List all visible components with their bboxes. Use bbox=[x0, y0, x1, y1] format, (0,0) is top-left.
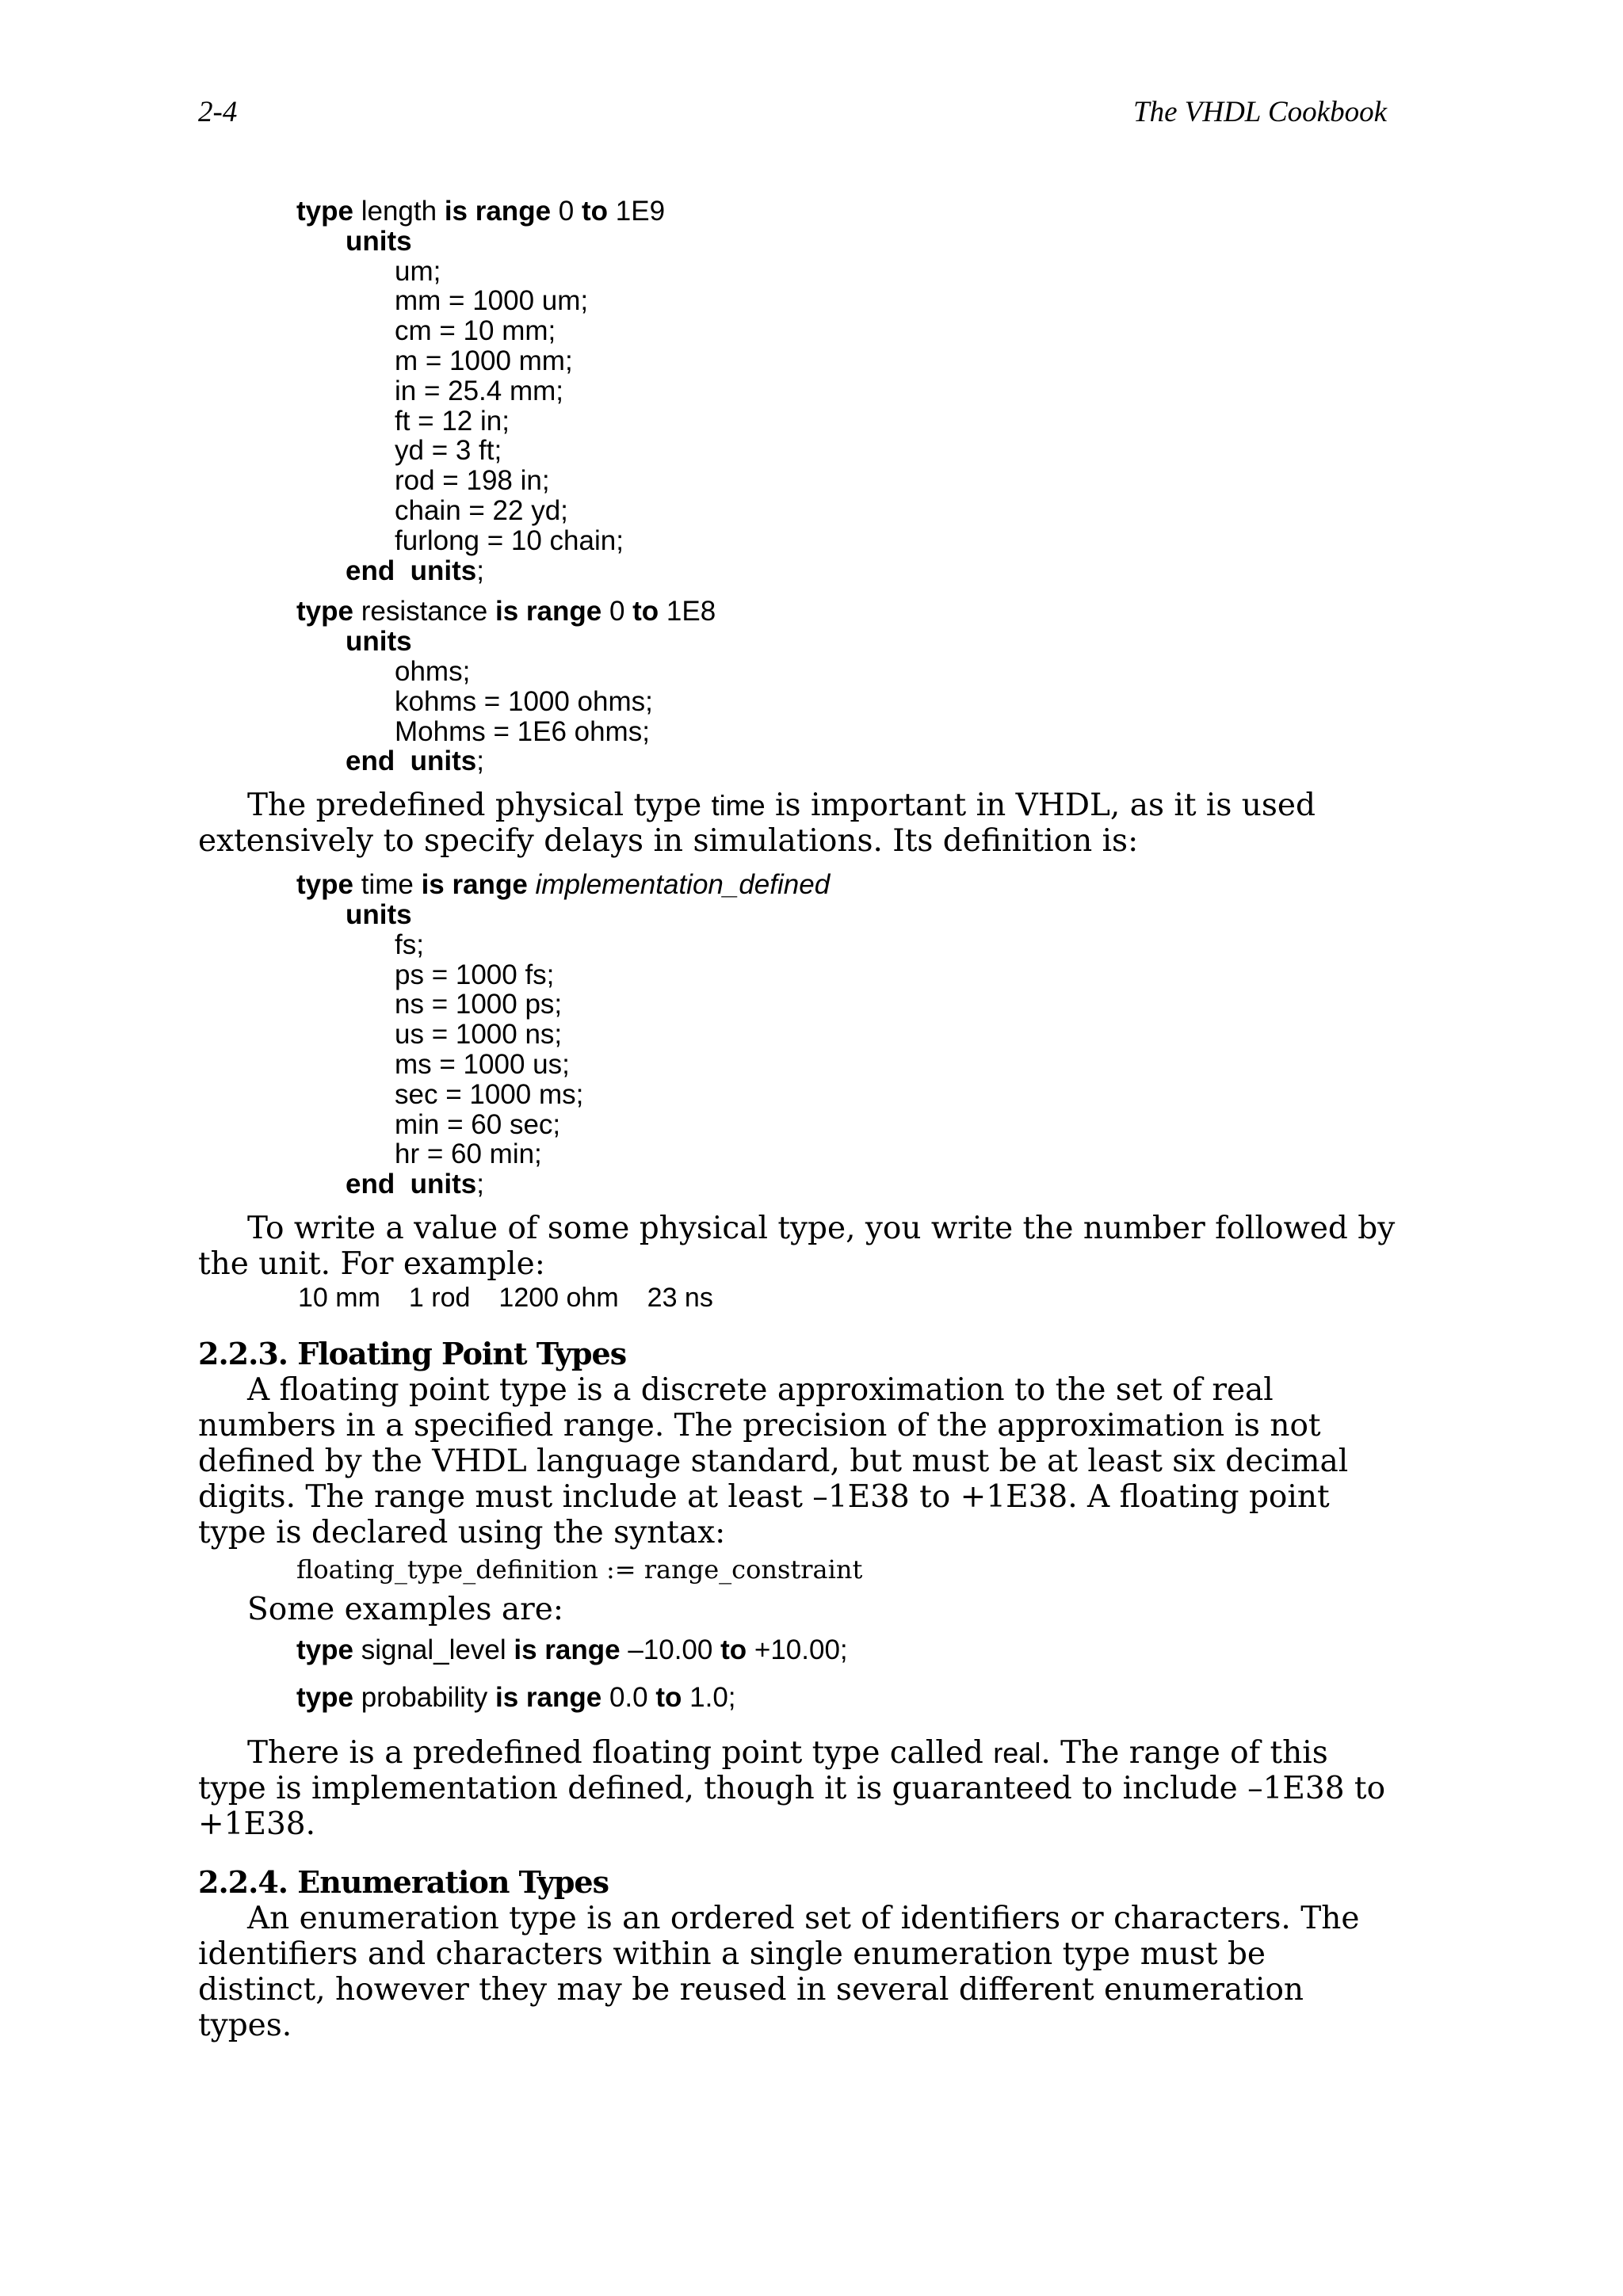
code-line: end units; bbox=[346, 746, 485, 777]
paragraph-floating-point: A floating point type is a discrete approximation to the set of real numbers in a specified range. The precision of the approximation is not defined by the VHDL language standard, but must be at least six decimal digits. The range must include at least –1E38 to +1E38. A floating point type is declared using the syntax: bbox=[198, 1371, 1349, 1550]
code-line: m = 1000 mm; bbox=[395, 345, 573, 376]
section-heading-floating-point: 2.2.3. Floating Point Types bbox=[198, 1335, 627, 1371]
code-line: us = 1000 ns; bbox=[395, 1019, 563, 1051]
page-number: 2-4 bbox=[198, 96, 238, 128]
code-line: rod = 198 in; bbox=[395, 465, 550, 497]
code-line: units bbox=[346, 225, 412, 257]
code-line: units bbox=[346, 898, 412, 930]
code-line: hr = 60 min; bbox=[395, 1138, 542, 1170]
paragraph-time: The predefined physical type time is important in VHDL, as it is used extensively to specify delays in simulations. Its definition is: bbox=[198, 788, 1316, 860]
code-line: end units; bbox=[346, 1169, 485, 1200]
code-line: sec = 1000 ms; bbox=[395, 1078, 584, 1110]
code-line: mm = 1000 um; bbox=[395, 285, 589, 317]
page-content bbox=[198, 196, 1403, 2043]
code-line: ns = 1000 ps; bbox=[395, 989, 563, 1020]
code-line: kohms = 1000 ohms; bbox=[395, 685, 653, 717]
code-line: yd = 3 ft; bbox=[395, 435, 502, 467]
code-line: um; bbox=[395, 255, 441, 287]
code-line: chain = 22 yd; bbox=[395, 494, 568, 526]
code-example-signal-level: type signal_level is range –10.00 to +10.00; bbox=[296, 1634, 848, 1665]
code-block-time bbox=[296, 870, 1403, 1199]
code-example-probability: type probability is range 0.0 to 1.0; bbox=[296, 1681, 736, 1713]
example-value: 10 mm bbox=[298, 1282, 380, 1313]
code-line: cm = 10 mm; bbox=[395, 315, 556, 347]
example-value: 1200 ohm bbox=[498, 1282, 619, 1313]
code-line: type time is range implementation_defined bbox=[296, 869, 831, 901]
examples-row bbox=[298, 1282, 1403, 1314]
code-line: ps = 1000 fs; bbox=[395, 959, 555, 990]
book-title: The VHDL Cookbook bbox=[1133, 96, 1387, 128]
examples-intro: Some examples are: bbox=[247, 1591, 564, 1627]
inline-code: time bbox=[711, 789, 766, 822]
code-block-resistance bbox=[296, 597, 1403, 776]
section-heading-enumeration: 2.2.4. Enumeration Types bbox=[198, 1863, 609, 1900]
code-block-length bbox=[296, 196, 1403, 585]
code-line: ms = 1000 us; bbox=[395, 1048, 570, 1080]
example-value: 1 rod bbox=[408, 1282, 471, 1313]
syntax-rule: floating_type_definition := range_constraint bbox=[296, 1554, 863, 1585]
code-line: type length is range 0 to 1E9 bbox=[296, 196, 666, 227]
paragraph-real-type: There is a predefined floating point type called real. The range of this type is implementation defined, though it is guaranteed to include –1E38 to +1E38. bbox=[198, 1734, 1386, 1842]
code-line: units bbox=[346, 626, 412, 658]
inline-code: real bbox=[993, 1736, 1041, 1769]
code-line: ft = 12 in; bbox=[395, 405, 510, 437]
code-line: in = 25.4 mm; bbox=[395, 375, 564, 406]
running-header bbox=[198, 95, 1387, 143]
code-line: Mohms = 1E6 ohms; bbox=[395, 715, 650, 747]
paragraph-physical-value: To write a value of some physical type, you write the number followed by the unit. For example: bbox=[198, 1210, 1396, 1282]
code-line: min = 60 sec; bbox=[395, 1108, 561, 1140]
code-line: type resistance is range 0 to 1E8 bbox=[296, 596, 716, 627]
code-line: furlong = 10 chain; bbox=[395, 524, 624, 556]
code-line: ohms; bbox=[395, 655, 471, 687]
code-line: end units; bbox=[346, 555, 485, 586]
example-value: 23 ns bbox=[647, 1282, 713, 1313]
code-line: fs; bbox=[395, 929, 424, 960]
paragraph-enumeration: An enumeration type is an ordered set of identifiers or characters. The identifiers and characters within a single enumeration type must be distinct, however they may be reused in several different enumeration types. bbox=[198, 1900, 1360, 2043]
